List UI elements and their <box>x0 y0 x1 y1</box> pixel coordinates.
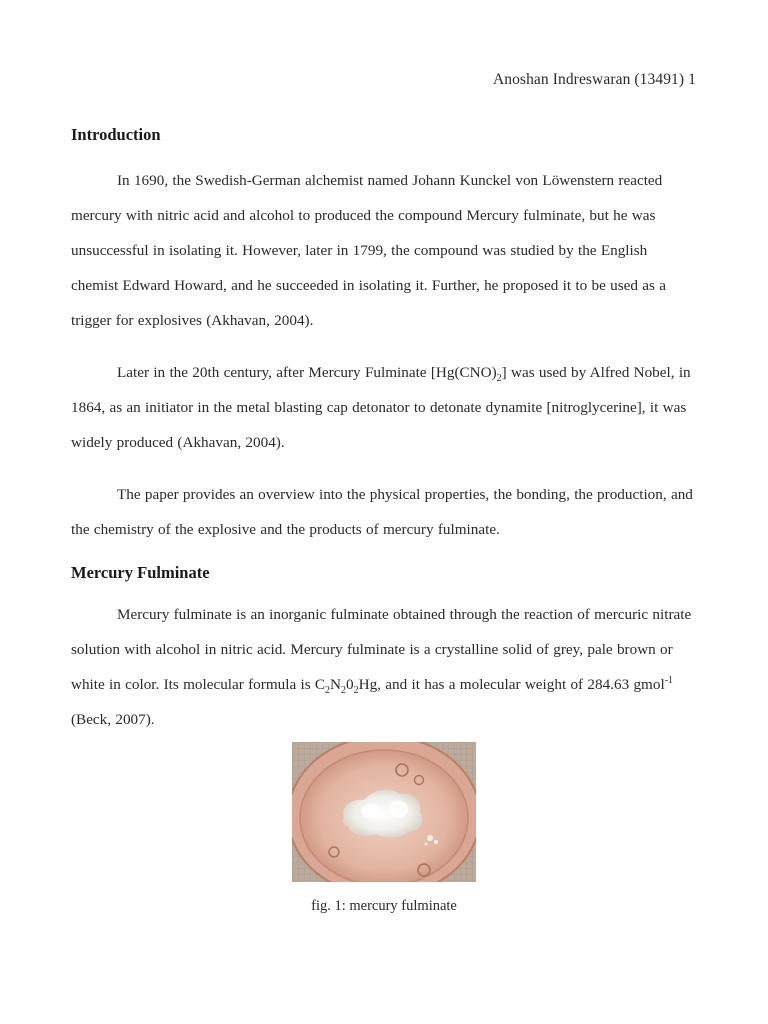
formula-o: 0 <box>346 676 354 693</box>
powder-speck <box>424 842 427 845</box>
running-head: Anoshan Indreswaran (13491) 1 <box>492 71 696 88</box>
merc-p1-citation: (Beck, 2007). <box>71 711 155 728</box>
merc-p1-text-b: Hg, and it has a molecular weight of 284.63 gmol <box>358 676 665 693</box>
powder-speck <box>427 835 433 841</box>
intro-p2-subscript: 2 <box>496 373 502 385</box>
intro-p2-text-b: ] was used by Alfred Nobel, in 1864, as an initiator in the metal blasting cap detonator to detonate dynamite [nitroglycerine], it was widely produced (Akhavan, 2004). <box>71 364 691 451</box>
intro-paragraph-3: The paper provides an overview into the physical properties, the bonding, the production, and the chemistry of the explosive and the products of mercury fulminate. <box>71 486 693 538</box>
mercury-fulminate-heading: Mercury Fulminate <box>71 563 210 582</box>
powder-speck <box>434 840 438 844</box>
figure-caption: fig. 1: mercury fulminate <box>311 898 457 914</box>
mercury-paragraph-1 <box>71 597 697 737</box>
formula-sub-2: 2 <box>341 685 347 697</box>
intro-p2-text-a: Later in the 20th century, after Mercury Fulminate [Hg(CNO) <box>117 364 497 381</box>
formula-sub-3: 2 <box>353 685 359 697</box>
mercury-fulminate-photo <box>292 742 476 882</box>
figure-mercury-fulminate-photo <box>292 742 476 882</box>
formula-n: N <box>330 676 342 693</box>
unit-superscript: -1 <box>664 674 674 686</box>
intro-paragraph-2 <box>71 355 697 460</box>
intro-paragraph-1: In 1690, the Swedish-German alchemist named Johann Kunckel von Löwenstern reacted mercury with nitric acid and alcohol to produced the compound Mercury fulminate, but he was unsuccessful in isolating it. However, later in 1799, the compound was studied by the English chemist Edward Howard, and he succeeded in isolating it. Further, he proposed it to be used as a trigger for explosives (Akhavan, 2004). <box>71 172 666 329</box>
introduction-heading: Introduction <box>71 125 161 144</box>
merc-p1-text-a: Mercury fulminate is an inorganic fulminate obtained through the reaction of mercuric nitrate solution with alcohol in nitric acid. Mercury fulminate is a crystalline solid of grey, pale brown or white in color. Its molecular formula is C <box>71 606 692 693</box>
document-body <box>71 124 697 737</box>
formula-sub-1: 2 <box>325 685 331 697</box>
